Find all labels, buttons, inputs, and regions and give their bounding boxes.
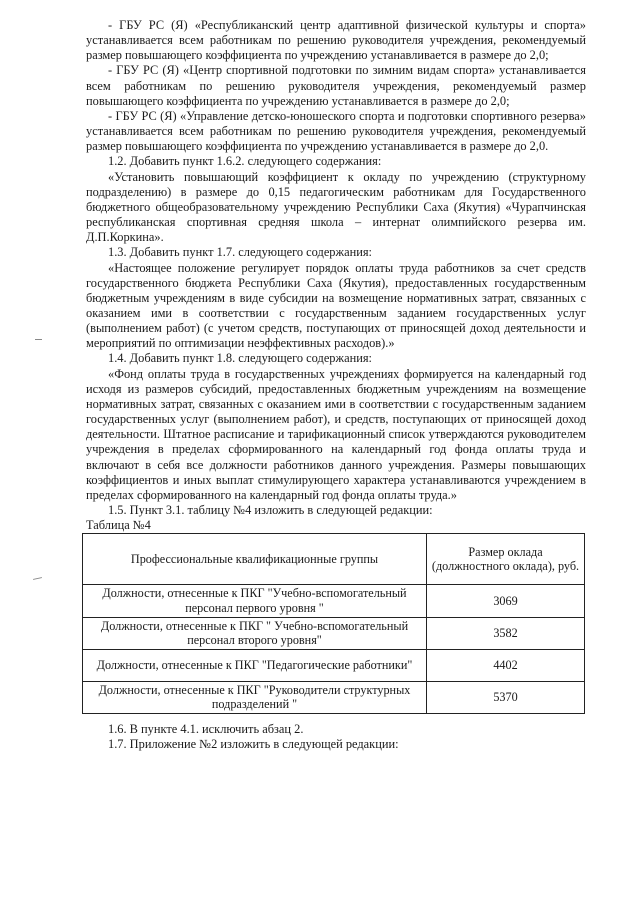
table-row bbox=[83, 617, 585, 649]
cell-group-name: Должности, отнесенные к ПКГ "Педагогические работники" bbox=[83, 649, 427, 681]
header-qualification-groups: Профессиональные квалификационные группы bbox=[83, 534, 427, 585]
paragraph: - ГБУ РС (Я) «Управление детско-юношеского спорта и подготовки спортивного резерва» устанавливается всем работникам по решению руководителя учреждения, рекомендуемый размер повышающего коэффициента по учреждению устанавливается в размере до 2,0. bbox=[86, 108, 586, 154]
paragraph: «Установить повышающий коэффициент к окладу по учреждению (структурному подразделению) в размере до 0,15 педагогическим работникам для Государственного бюджетного общеобразовательному учреждению Республики Саха (Якутия) «Чурапчинская республиканская спортивная средняя школа – интернат олимпийского резерва им. Д.П.Коркина». bbox=[86, 169, 586, 245]
cell-salary: 3582 bbox=[427, 617, 585, 649]
paragraph: «Фонд оплаты труда в государственных учреждениях формируется на календарный год исходя из размеров субсидий, предоставленных бюджетным учреждениям на возмещение нормативных затрат, связанных с оказанием ими в соответствии с государственным заданием государственных услуг (выполнением работ), и средств, поступающих от приносящей доход деятельности. Штатное расписание и тарификационный список утверждаются руководителем учреждения в пределах сформированного на календарный год фонда оплаты труда и включают в себя все должности работников данного учреждения. Размеры повышающих коэффициентов и иных выплат стимулирующего характера устанавливаются учреждением в пределах сформированного на календарный год фонда оплаты труда.» bbox=[86, 366, 586, 502]
paragraph: 1.3. Добавить пункт 1.7. следующего содержания: bbox=[108, 245, 372, 260]
cell-group-name: Должности, отнесенные к ПКГ "Руководители структурных подразделений " bbox=[83, 681, 427, 713]
cell-salary: 5370 bbox=[427, 681, 585, 713]
paragraph: 1.5. Пункт 3.1. таблицу №4 изложить в следующей редакции: bbox=[108, 503, 433, 517]
table-row bbox=[83, 649, 585, 681]
table-header-row bbox=[83, 534, 585, 585]
paragraph: - ГБУ РС (Я) «Центр спортивной подготовки по зимним видам спорта» устанавливается всем работникам по решению руководителя учреждения, рекомендуемый размер повышающего коэффициента по учреждению устанавливается в размере до 2,0; bbox=[86, 63, 586, 108]
paragraphs-top bbox=[86, 18, 586, 518]
header-salary: Размер оклада (должностного оклада), руб. bbox=[427, 534, 585, 585]
document-page bbox=[86, 18, 586, 752]
scan-artifact-mark bbox=[33, 577, 42, 580]
cell-group-name: Должности, отнесенные к ПКГ " Учебно-вспомогательный персонал второго уровня" bbox=[83, 617, 427, 649]
cell-group-name: Должности, отнесенные к ПКГ "Учебно-вспомогательный персонал первого уровня " bbox=[83, 585, 427, 617]
paragraph: «Настоящее положение регулирует порядок оплаты труда работников за счет средств государственного бюджета Республики Саха (Якутия), предоставленных государственным бюджетным учреждениям в виде субсидии на возмещение нормативных затрат, связанных с оказанием ими в соответствии с государственным заданием государственных услуг (выполнением работ) (с учетом средств, поступающих от приносящей доход деятельности и мероприятий по оптимизации неэффективных расходов).» bbox=[86, 260, 586, 351]
table-row bbox=[83, 681, 585, 713]
paragraph: 1.2. Добавить пункт 1.6.2. следующего содержания: bbox=[108, 154, 382, 169]
scan-artifact-mark bbox=[35, 339, 42, 340]
table-caption: Таблица №4 bbox=[86, 518, 151, 533]
table-row bbox=[83, 585, 585, 617]
paragraph: 1.4. Добавить пункт 1.8. следующего содержания: bbox=[108, 351, 372, 366]
salary-table bbox=[82, 533, 585, 714]
paragraph: 1.6. В пункте 4.1. исключить абзац 2. bbox=[108, 721, 304, 736]
paragraph: 1.7. Приложение №2 изложить в следующей редакции: bbox=[108, 737, 399, 752]
cell-salary: 4402 bbox=[427, 649, 585, 681]
paragraphs-bottom bbox=[86, 722, 586, 752]
paragraph: - ГБУ РС (Я) «Республиканский центр адаптивной физической культуры и спорта» устанавливается всем работникам по решению руководителя учреждения, рекомендуемый размер повышающего коэффициента по учреждению устанавливается в размере до 2,0; bbox=[86, 18, 586, 63]
cell-salary: 3069 bbox=[427, 585, 585, 617]
